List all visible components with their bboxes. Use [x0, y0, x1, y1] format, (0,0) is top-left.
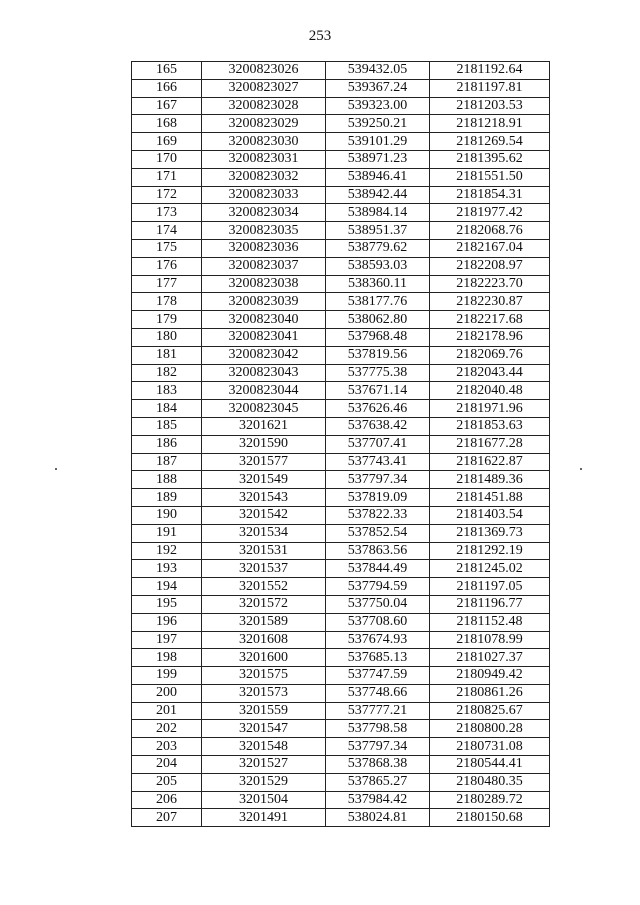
table-row: [132, 595, 550, 613]
row-number-cell: 180: [132, 328, 202, 346]
row-number-cell: 184: [132, 400, 202, 418]
point-id-cell: 3200823032: [202, 168, 326, 186]
table-row: [132, 791, 550, 809]
y-coordinate-cell: 2180289.72: [430, 791, 550, 809]
y-coordinate-cell: 2181269.54: [430, 133, 550, 151]
point-id-cell: 3200823044: [202, 382, 326, 400]
row-number-cell: 206: [132, 791, 202, 809]
table-row: [132, 756, 550, 774]
y-coordinate-cell: 2181489.36: [430, 471, 550, 489]
table-row: [132, 702, 550, 720]
y-coordinate-cell: 2182040.48: [430, 382, 550, 400]
x-coordinate-cell: 537626.46: [326, 400, 430, 418]
point-id-cell: 3200823030: [202, 133, 326, 151]
table-row: [132, 435, 550, 453]
row-number-cell: 188: [132, 471, 202, 489]
x-coordinate-cell: 539367.24: [326, 79, 430, 97]
point-id-cell: 3201542: [202, 506, 326, 524]
x-coordinate-cell: 537794.59: [326, 578, 430, 596]
x-coordinate-cell: 537743.41: [326, 453, 430, 471]
point-id-cell: 3201600: [202, 649, 326, 667]
table-row: [132, 222, 550, 240]
x-coordinate-cell: 538971.23: [326, 150, 430, 168]
x-coordinate-cell: 539101.29: [326, 133, 430, 151]
row-number-cell: 200: [132, 684, 202, 702]
row-number-cell: 167: [132, 97, 202, 115]
x-coordinate-cell: 538942.44: [326, 186, 430, 204]
x-coordinate-cell: 537674.93: [326, 631, 430, 649]
table-row: [132, 79, 550, 97]
y-coordinate-cell: 2180861.26: [430, 684, 550, 702]
point-id-cell: 3201572: [202, 595, 326, 613]
row-number-cell: 178: [132, 293, 202, 311]
row-number-cell: 165: [132, 62, 202, 80]
table-row: [132, 186, 550, 204]
y-coordinate-cell: 2181853.63: [430, 417, 550, 435]
row-number-cell: 194: [132, 578, 202, 596]
point-id-cell: 3201608: [202, 631, 326, 649]
table-row: [132, 328, 550, 346]
x-coordinate-cell: 539250.21: [326, 115, 430, 133]
x-coordinate-cell: 538779.62: [326, 239, 430, 257]
x-coordinate-cell: 537777.21: [326, 702, 430, 720]
x-coordinate-cell: 538951.37: [326, 222, 430, 240]
table-row: [132, 133, 550, 151]
point-id-cell: 3201547: [202, 720, 326, 738]
point-id-cell: 3200823045: [202, 400, 326, 418]
row-number-cell: 179: [132, 311, 202, 329]
y-coordinate-cell: 2181551.50: [430, 168, 550, 186]
point-id-cell: 3200823035: [202, 222, 326, 240]
row-number-cell: 186: [132, 435, 202, 453]
row-number-cell: 171: [132, 168, 202, 186]
y-coordinate-cell: 2181192.64: [430, 62, 550, 80]
x-coordinate-cell: 538177.76: [326, 293, 430, 311]
y-coordinate-cell: 2181395.62: [430, 150, 550, 168]
x-coordinate-cell: 537685.13: [326, 649, 430, 667]
y-coordinate-cell: 2181403.54: [430, 506, 550, 524]
x-coordinate-cell: 537822.33: [326, 506, 430, 524]
table-row: [132, 649, 550, 667]
x-coordinate-cell: 537797.34: [326, 738, 430, 756]
x-coordinate-cell: 537750.04: [326, 595, 430, 613]
table-row: [132, 275, 550, 293]
y-coordinate-cell: 2181622.87: [430, 453, 550, 471]
point-id-cell: 3200823026: [202, 62, 326, 80]
y-coordinate-cell: 2182217.68: [430, 311, 550, 329]
x-coordinate-cell: 538946.41: [326, 168, 430, 186]
y-coordinate-cell: 2182167.04: [430, 239, 550, 257]
point-id-cell: 3200823036: [202, 239, 326, 257]
row-number-cell: 174: [132, 222, 202, 240]
row-number-cell: 175: [132, 239, 202, 257]
row-number-cell: 199: [132, 667, 202, 685]
x-coordinate-cell: 537819.09: [326, 489, 430, 507]
point-id-cell: 3200823041: [202, 328, 326, 346]
y-coordinate-cell: 2181218.91: [430, 115, 550, 133]
point-id-cell: 3201504: [202, 791, 326, 809]
point-id-cell: 3200823043: [202, 364, 326, 382]
x-coordinate-cell: 538062.80: [326, 311, 430, 329]
row-number-cell: 172: [132, 186, 202, 204]
y-coordinate-cell: 2181197.81: [430, 79, 550, 97]
y-coordinate-cell: 2181203.53: [430, 97, 550, 115]
point-id-cell: 3201548: [202, 738, 326, 756]
x-coordinate-cell: 537671.14: [326, 382, 430, 400]
table-row: [132, 62, 550, 80]
x-coordinate-cell: 537868.38: [326, 756, 430, 774]
point-id-cell: 3201590: [202, 435, 326, 453]
point-id-cell: 3201534: [202, 524, 326, 542]
table-row: [132, 346, 550, 364]
point-id-cell: 3200823027: [202, 79, 326, 97]
table-row: [132, 489, 550, 507]
y-coordinate-cell: 2181451.88: [430, 489, 550, 507]
row-number-cell: 189: [132, 489, 202, 507]
table-row: [132, 560, 550, 578]
table-row: [132, 506, 550, 524]
point-id-cell: 3201575: [202, 667, 326, 685]
x-coordinate-cell: 537968.48: [326, 328, 430, 346]
x-coordinate-cell: 539323.00: [326, 97, 430, 115]
table-row: [132, 168, 550, 186]
point-id-cell: 3201621: [202, 417, 326, 435]
y-coordinate-cell: 2182223.70: [430, 275, 550, 293]
table-row: [132, 453, 550, 471]
y-coordinate-cell: 2180544.41: [430, 756, 550, 774]
table-row: [132, 257, 550, 275]
table-row: [132, 542, 550, 560]
row-number-cell: 168: [132, 115, 202, 133]
table-row: [132, 97, 550, 115]
x-coordinate-cell: 538360.11: [326, 275, 430, 293]
point-id-cell: 3201491: [202, 809, 326, 827]
table-row: [132, 204, 550, 222]
x-coordinate-cell: 537984.42: [326, 791, 430, 809]
y-coordinate-cell: 2182178.96: [430, 328, 550, 346]
y-coordinate-cell: 2180480.35: [430, 773, 550, 791]
table-row: [132, 382, 550, 400]
point-id-cell: 3200823031: [202, 150, 326, 168]
point-id-cell: 3201527: [202, 756, 326, 774]
row-number-cell: 169: [132, 133, 202, 151]
row-number-cell: 192: [132, 542, 202, 560]
x-coordinate-cell: 537708.60: [326, 613, 430, 631]
point-id-cell: 3200823040: [202, 311, 326, 329]
point-id-cell: 3201531: [202, 542, 326, 560]
row-number-cell: 201: [132, 702, 202, 720]
y-coordinate-cell: 2181292.19: [430, 542, 550, 560]
y-coordinate-cell: 2181152.48: [430, 613, 550, 631]
x-coordinate-cell: 537747.59: [326, 667, 430, 685]
point-id-cell: 3200823038: [202, 275, 326, 293]
row-number-cell: 205: [132, 773, 202, 791]
x-coordinate-cell: 537852.54: [326, 524, 430, 542]
x-coordinate-cell: 537865.27: [326, 773, 430, 791]
point-id-cell: 3200823037: [202, 257, 326, 275]
point-id-cell: 3200823039: [202, 293, 326, 311]
x-coordinate-cell: 538593.03: [326, 257, 430, 275]
x-coordinate-cell: 537775.38: [326, 364, 430, 382]
x-coordinate-cell: 537707.41: [326, 435, 430, 453]
row-number-cell: 197: [132, 631, 202, 649]
row-number-cell: 183: [132, 382, 202, 400]
y-coordinate-cell: 2181197.05: [430, 578, 550, 596]
row-number-cell: 185: [132, 417, 202, 435]
table-row: [132, 738, 550, 756]
row-number-cell: 187: [132, 453, 202, 471]
row-number-cell: 207: [132, 809, 202, 827]
table-row: [132, 631, 550, 649]
point-id-cell: 3200823034: [202, 204, 326, 222]
point-id-cell: 3201589: [202, 613, 326, 631]
point-id-cell: 3201577: [202, 453, 326, 471]
y-coordinate-cell: 2180150.68: [430, 809, 550, 827]
point-id-cell: 3201543: [202, 489, 326, 507]
table-row: [132, 524, 550, 542]
y-coordinate-cell: 2180731.08: [430, 738, 550, 756]
table-row: [132, 809, 550, 827]
row-number-cell: 202: [132, 720, 202, 738]
table-row: [132, 613, 550, 631]
row-number-cell: 203: [132, 738, 202, 756]
x-coordinate-cell: 539432.05: [326, 62, 430, 80]
y-coordinate-cell: 2181677.28: [430, 435, 550, 453]
table-row: [132, 471, 550, 489]
table-row: [132, 311, 550, 329]
table-row: [132, 239, 550, 257]
y-coordinate-cell: 2181245.02: [430, 560, 550, 578]
point-id-cell: 3200823033: [202, 186, 326, 204]
table-row: [132, 720, 550, 738]
row-number-cell: 191: [132, 524, 202, 542]
point-id-cell: 3200823028: [202, 97, 326, 115]
point-id-cell: 3201559: [202, 702, 326, 720]
table-row: [132, 667, 550, 685]
x-coordinate-cell: 537798.58: [326, 720, 430, 738]
x-coordinate-cell: 537638.42: [326, 417, 430, 435]
y-coordinate-cell: 2182043.44: [430, 364, 550, 382]
table-row: [132, 578, 550, 596]
scan-speck: [580, 468, 582, 470]
table-row: [132, 150, 550, 168]
y-coordinate-cell: 2181196.77: [430, 595, 550, 613]
row-number-cell: 190: [132, 506, 202, 524]
y-coordinate-cell: 2182068.76: [430, 222, 550, 240]
page-number: 253: [308, 28, 332, 44]
point-id-cell: 3201573: [202, 684, 326, 702]
y-coordinate-cell: 2180949.42: [430, 667, 550, 685]
y-coordinate-cell: 2181078.99: [430, 631, 550, 649]
point-id-cell: 3201552: [202, 578, 326, 596]
table-row: [132, 293, 550, 311]
x-coordinate-cell: 538984.14: [326, 204, 430, 222]
row-number-cell: 166: [132, 79, 202, 97]
row-number-cell: 204: [132, 756, 202, 774]
point-id-cell: 3201549: [202, 471, 326, 489]
coordinates-table-body: [132, 62, 550, 827]
scan-speck: [55, 468, 57, 470]
row-number-cell: 182: [132, 364, 202, 382]
y-coordinate-cell: 2181369.73: [430, 524, 550, 542]
point-id-cell: 3201529: [202, 773, 326, 791]
y-coordinate-cell: 2181027.37: [430, 649, 550, 667]
point-id-cell: 3200823029: [202, 115, 326, 133]
y-coordinate-cell: 2181971.96: [430, 400, 550, 418]
row-number-cell: 198: [132, 649, 202, 667]
y-coordinate-cell: 2182230.87: [430, 293, 550, 311]
row-number-cell: 193: [132, 560, 202, 578]
x-coordinate-cell: 537819.56: [326, 346, 430, 364]
row-number-cell: 195: [132, 595, 202, 613]
row-number-cell: 176: [132, 257, 202, 275]
coordinates-table: [131, 61, 550, 827]
y-coordinate-cell: 2182208.97: [430, 257, 550, 275]
point-id-cell: 3200823042: [202, 346, 326, 364]
y-coordinate-cell: 2180825.67: [430, 702, 550, 720]
x-coordinate-cell: 537748.66: [326, 684, 430, 702]
y-coordinate-cell: 2182069.76: [430, 346, 550, 364]
y-coordinate-cell: 2181854.31: [430, 186, 550, 204]
row-number-cell: 170: [132, 150, 202, 168]
table-row: [132, 417, 550, 435]
table-row: [132, 115, 550, 133]
row-number-cell: 177: [132, 275, 202, 293]
row-number-cell: 173: [132, 204, 202, 222]
x-coordinate-cell: 537863.56: [326, 542, 430, 560]
table-row: [132, 773, 550, 791]
y-coordinate-cell: 2180800.28: [430, 720, 550, 738]
x-coordinate-cell: 538024.81: [326, 809, 430, 827]
row-number-cell: 196: [132, 613, 202, 631]
y-coordinate-cell: 2181977.42: [430, 204, 550, 222]
row-number-cell: 181: [132, 346, 202, 364]
x-coordinate-cell: 537844.49: [326, 560, 430, 578]
table-row: [132, 364, 550, 382]
point-id-cell: 3201537: [202, 560, 326, 578]
table-row: [132, 684, 550, 702]
x-coordinate-cell: 537797.34: [326, 471, 430, 489]
table-row: [132, 400, 550, 418]
